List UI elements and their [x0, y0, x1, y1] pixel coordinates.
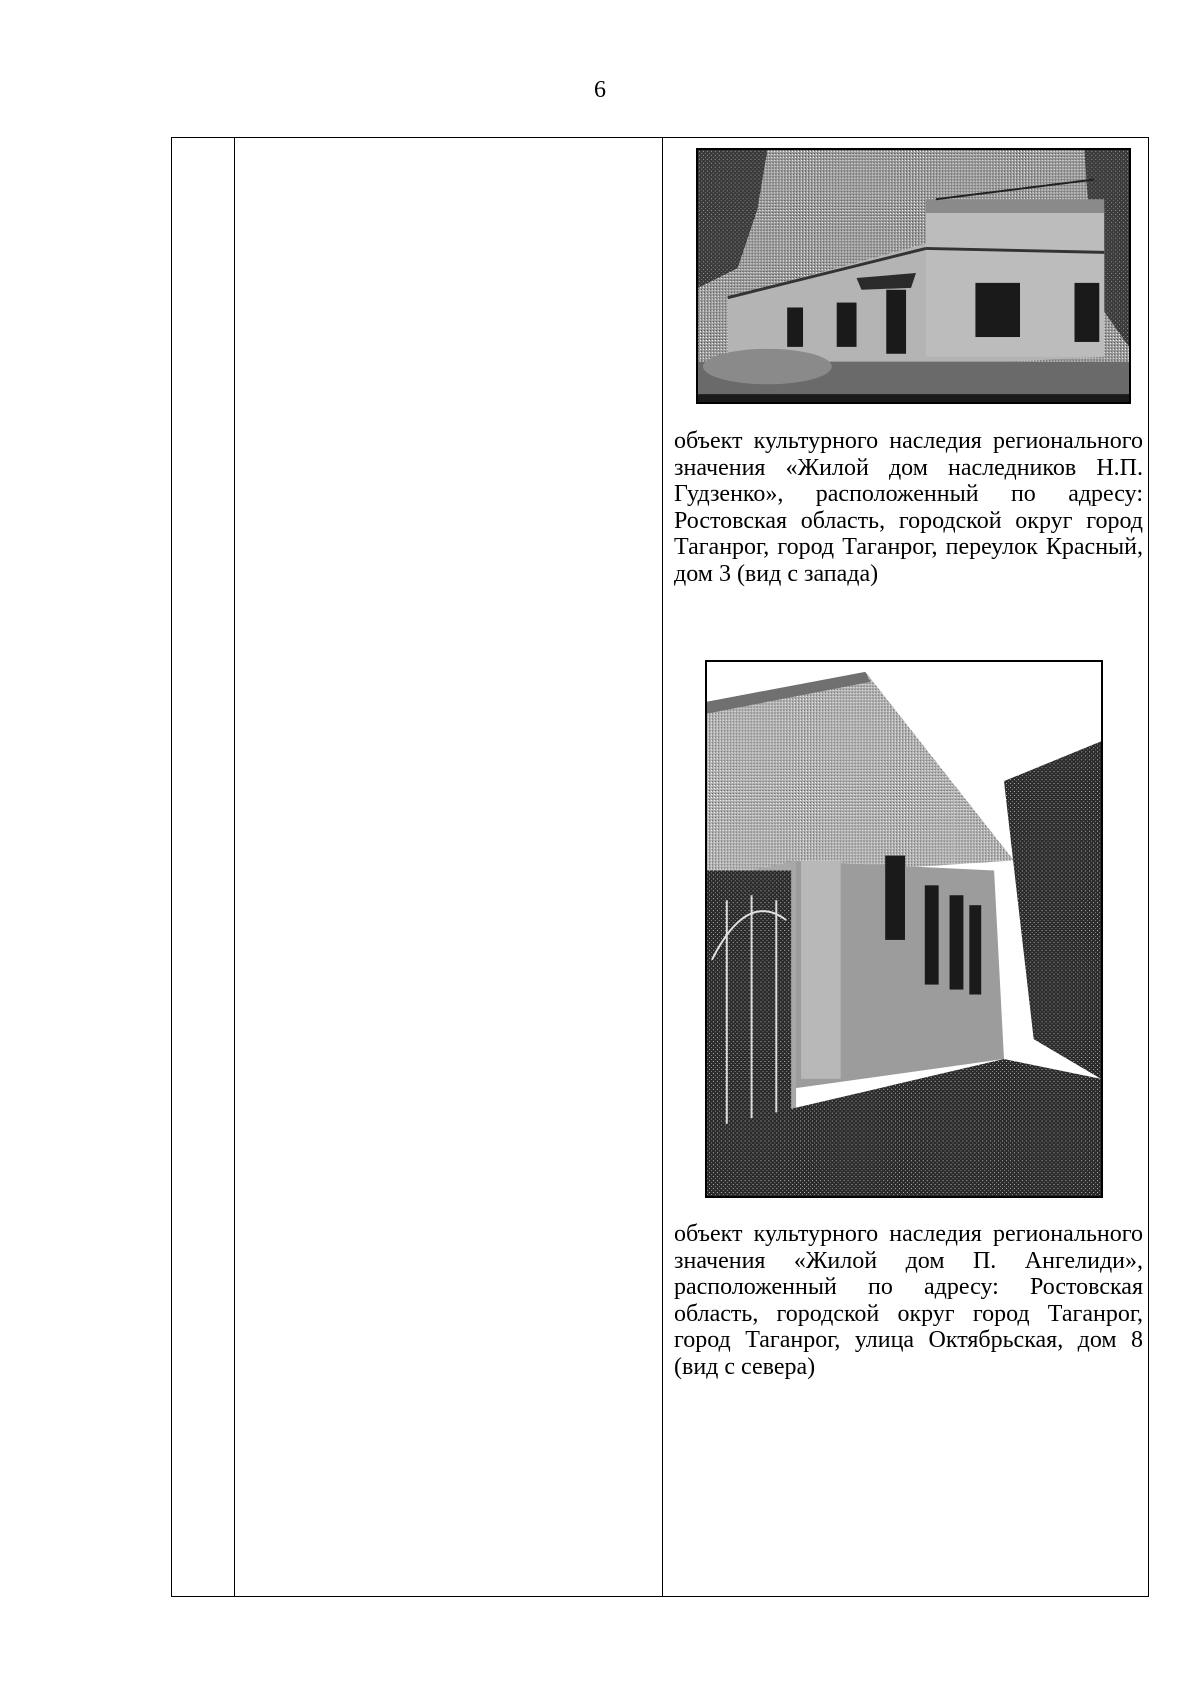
building-photo-north-view [705, 660, 1103, 1198]
page-number: 6 [594, 77, 606, 103]
photo-caption-west-view: объект культурного наследия регионального значения «Жилой дом наследников Н.П. Гудзенко», расположенный по адресу: Ростовская область, городской округ город Таганрог, город Таганрог, переулок Красный, дом 3 (вид с запада) [674, 428, 1143, 587]
column-divider [234, 138, 235, 1596]
heritage-table [171, 137, 1149, 1597]
photo-caption-north-view: объект культурного наследия регионального значения «Жилой дом П. Ангелиди», расположенный по адресу: Ростовская область, городской округ город Таганрог, город Таганрог, улица Октябрьская, дом 8 (вид с севера) [674, 1221, 1143, 1380]
building-photo-icon [707, 662, 1101, 1196]
photo-description-cell [663, 138, 1148, 1596]
building-photo-west-view [696, 148, 1131, 404]
building-photo-icon [698, 150, 1129, 402]
